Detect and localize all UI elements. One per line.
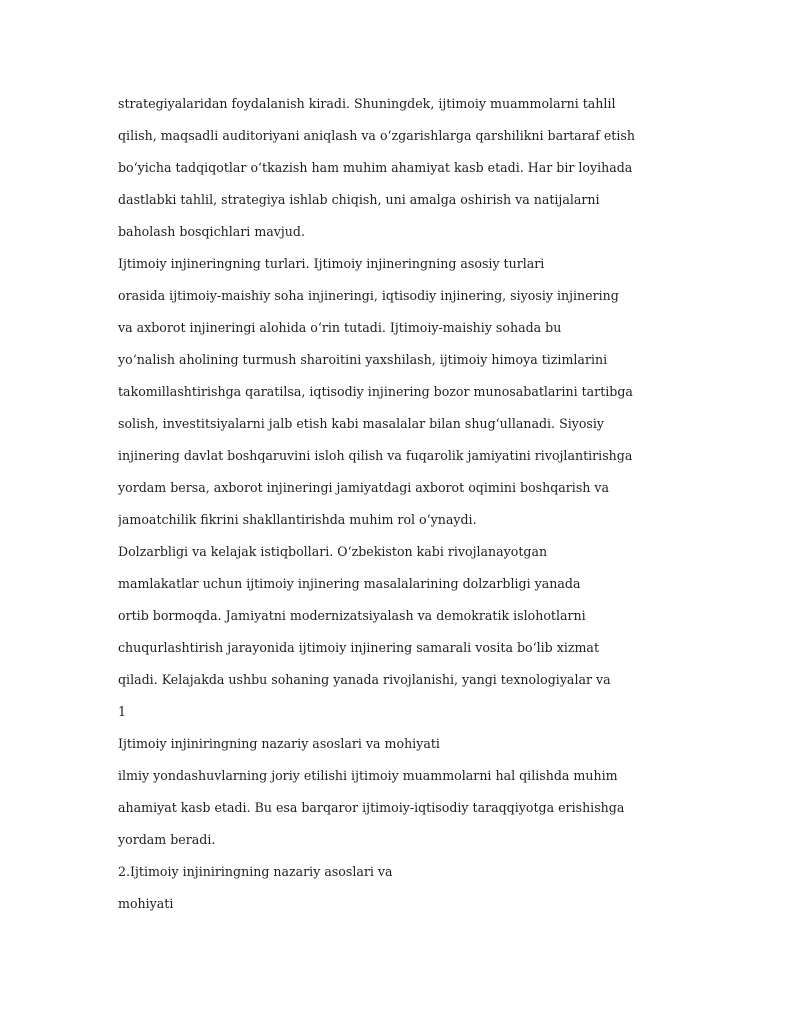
text-line: baholash bosqichlari mavjud. [118, 224, 305, 239]
text-line: yo‘nalish aholining turmush sharoitini yaxshilash, ijtimoiy himoya tizimlarini [118, 352, 608, 367]
text-line: ahamiyat kasb etadi. Bu esa barqaror ijtimoiy-iqtisodiy taraqqiyotga erishishga [118, 800, 625, 815]
page-number: 1 [118, 704, 127, 719]
running-header: Ijtimoiy injiniringning nazariy asoslari va mohiyati [118, 736, 440, 751]
text-line: mamlakatlar uchun ijtimoiy injinering masalalarining dolzarbligi yanada [118, 576, 581, 591]
text-line: qilish, maqsadli auditoriyani aniqlash va o‘zgarishlarga qarshilikni bartaraf etish [118, 128, 635, 143]
text-line: yordam beradi. [118, 832, 216, 847]
text-line: orasida ijtimoiy-maishiy soha injineringi, iqtisodiy injinering, siyosiy injinering [118, 288, 619, 303]
text-line: takomillashtirishga qaratilsa, iqtisodiy injinering bozor munosabatlarini tartibga [118, 384, 633, 399]
text-line: chuqurlashtirish jarayonida ijtimoiy injinering samarali vosita bo‘lib xizmat [118, 640, 600, 655]
section-heading-line: Dolzarbligi va kelajak istiqbollari. O‘zbekiston kabi rivojlanayotgan [118, 544, 548, 559]
text-line: solish, investitsiyalarni jalb etish kabi masalalar bilan shug‘ullanadi. Siyosiy [118, 416, 605, 431]
text-line: jamoatchilik fikrini shakllantirishda muhim rol o‘ynaydi. [118, 512, 477, 527]
chapter-heading-line: 2.Ijtimoiy injiniringning nazariy asoslari va [118, 864, 393, 879]
section-heading-line: Ijtimoiy injineringning turlari. Ijtimoiy injineringning asosiy turlari [118, 256, 545, 271]
text-line: va axborot injineringi alohida o‘rin tutadi. Ijtimoiy-maishiy sohada bu [118, 320, 562, 335]
text-line: ortib bormoqda. Jamiyatni modernizatsiyalash va demokratik islohotlarni [118, 608, 586, 623]
text-line: yordam bersa, axborot injineringi jamiyatdagi axborot oqimini boshqarish va [118, 480, 610, 495]
text-line: bo‘yicha tadqiqotlar o‘tkazish ham muhim ahamiyat kasb etadi. Har bir loyihada [118, 160, 633, 175]
chapter-heading-line: mohiyati [118, 896, 174, 911]
document-body [118, 88, 718, 920]
text-line: injinering davlat boshqaruvini isloh qilish va fuqarolik jamiyatini rivojlantirishga [118, 448, 633, 463]
text-line: qiladi. Kelajakda ushbu sohaning yanada rivojlanishi, yangi texnologiyalar va [118, 672, 611, 687]
text-line: dastlabki tahlil, strategiya ishlab chiqish, uni amalga oshirish va natijalarni [118, 192, 600, 207]
text-line: ilmiy yondashuvlarning joriy etilishi ijtimoiy muammolarni hal qilishda muhim [118, 768, 618, 783]
text-line: strategiyalaridan foydalanish kiradi. Shuningdek, ijtimoiy muammolarni tahlil [118, 96, 616, 111]
